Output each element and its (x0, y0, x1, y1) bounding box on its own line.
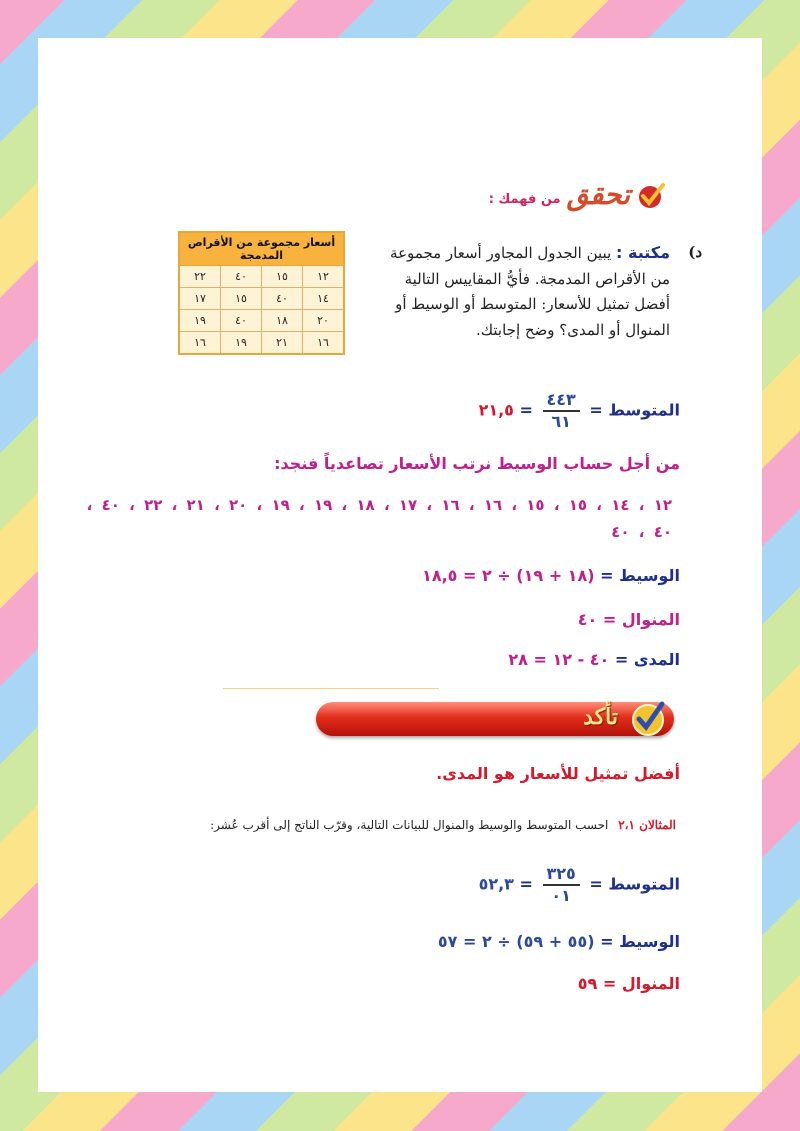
problem-keyword: مكتبة : (616, 243, 670, 262)
checkmark-badge-icon (628, 698, 668, 738)
mean-fraction (543, 390, 580, 432)
median-expression: (٥٥ + ٥٩) ÷ ٢ = ٥٧ (437, 932, 595, 951)
table-cell: ١٤ (303, 288, 345, 310)
fraction-denominator: ٦١ (551, 412, 571, 431)
problem-letter: د) (688, 243, 702, 261)
fraction-numerator: ٤٤٣ (543, 390, 580, 412)
table-cell: ١٥ (221, 288, 262, 310)
check-title: تحقق (566, 178, 630, 211)
sorted-values: ١٢ ، ١٤ ، ١٥ ، ١٥ ، ١٦ ، ١٦ ، ١٧ ، ١٨ ، ١٩ ، ١٩ ، ٢٠ ، ٢١ ، ٢٢ ، ٤٠ ، ٤٠ ، ٤٠ (86, 496, 672, 541)
table-cell: ١٨ (262, 310, 303, 332)
checkmark-icon (636, 181, 666, 211)
divider (223, 688, 439, 689)
table-title: أسعار مجموعة من الأقراص المدمجة (179, 232, 344, 266)
median-line-2 (438, 932, 680, 951)
range-expression: ٤٠ - ١٢ = ٢٨ (508, 650, 610, 669)
median-line-1 (422, 566, 680, 585)
examples-instruction (210, 818, 676, 832)
mean-result: ٢١,٥ (478, 400, 514, 420)
mode-line-2 (578, 974, 680, 993)
prices-table (178, 231, 345, 355)
mode-value: ٥٩ (577, 974, 598, 993)
equals-sign: = (519, 874, 533, 894)
table-cell: ١٥ (262, 266, 303, 288)
equals-sign: = (519, 400, 533, 420)
table-cell: ٤٠ (221, 266, 262, 288)
table-cell: ٤٠ (262, 288, 303, 310)
table-cell: ٢٢ (179, 266, 221, 288)
median-label: الوسيط = (600, 932, 680, 951)
mean-line-1 (479, 390, 680, 432)
table-cell: ٢٠ (303, 310, 345, 332)
mean-line-2 (479, 864, 680, 906)
table-cell: ١٩ (179, 310, 221, 332)
table-row (179, 266, 344, 288)
check-subtitle: من فهمك : (488, 192, 561, 207)
problem-statement (380, 240, 702, 343)
median-expression: (١٨ + ١٩) ÷ ٢ = ١٨,٥ (422, 566, 595, 585)
table-cell: ٤٠ (221, 310, 262, 332)
mean-result: ٥٢,٣ (478, 874, 514, 894)
mean-fraction (543, 864, 580, 906)
examples-text: احسب المتوسط والوسيط والمنوال للبيانات التالية، وقرّب الناتج إلى أقرب عُشر: (210, 818, 609, 832)
median-label: الوسيط = (600, 566, 680, 585)
mean-label: المتوسط = (589, 400, 680, 420)
table-cell: ١٩ (221, 332, 262, 355)
check-understanding-header (489, 178, 666, 211)
range-label: المدى = (614, 650, 680, 669)
problem-text: يبين الجدول المجاور أسعار مجموعة من الأقراص المدمجة. فأيُّ المقاييس التالية أفضل تمثيل للأسعار: المتوسط أو الوسيط أو المنوال أو المدى؟ وضح إجابتك. (390, 244, 670, 339)
fraction-denominator: ٠١ (551, 886, 571, 905)
best-answer: أفضل تمثيل للأسعار هو المدى. (436, 764, 680, 783)
table-cell: ١٦ (303, 332, 345, 355)
table-cell: ١٦ (179, 332, 221, 355)
range-line-1 (508, 650, 680, 669)
mean-label: المتوسط = (589, 874, 680, 894)
banner-title: تأكد (583, 704, 618, 730)
mode-label: المنوال = (602, 974, 680, 993)
sort-heading: من أجل حساب الوسيط نرتب الأسعار تصاعدياً فنجد: (274, 454, 680, 473)
confirm-banner (316, 702, 674, 736)
table-cell: ١٢ (303, 266, 345, 288)
fraction-numerator: ٣٢٥ (543, 864, 580, 886)
examples-label: المثالان ٢،١ (618, 818, 676, 832)
table-row (179, 288, 344, 310)
table-cell: ١٧ (179, 288, 221, 310)
worksheet-page (38, 38, 762, 1092)
mode-line-1 (578, 610, 680, 629)
table-row (179, 310, 344, 332)
table-row (179, 332, 344, 355)
table-cell: ٢١ (262, 332, 303, 355)
mode-label: المنوال = (602, 610, 680, 629)
mode-value: ٤٠ (577, 610, 598, 629)
